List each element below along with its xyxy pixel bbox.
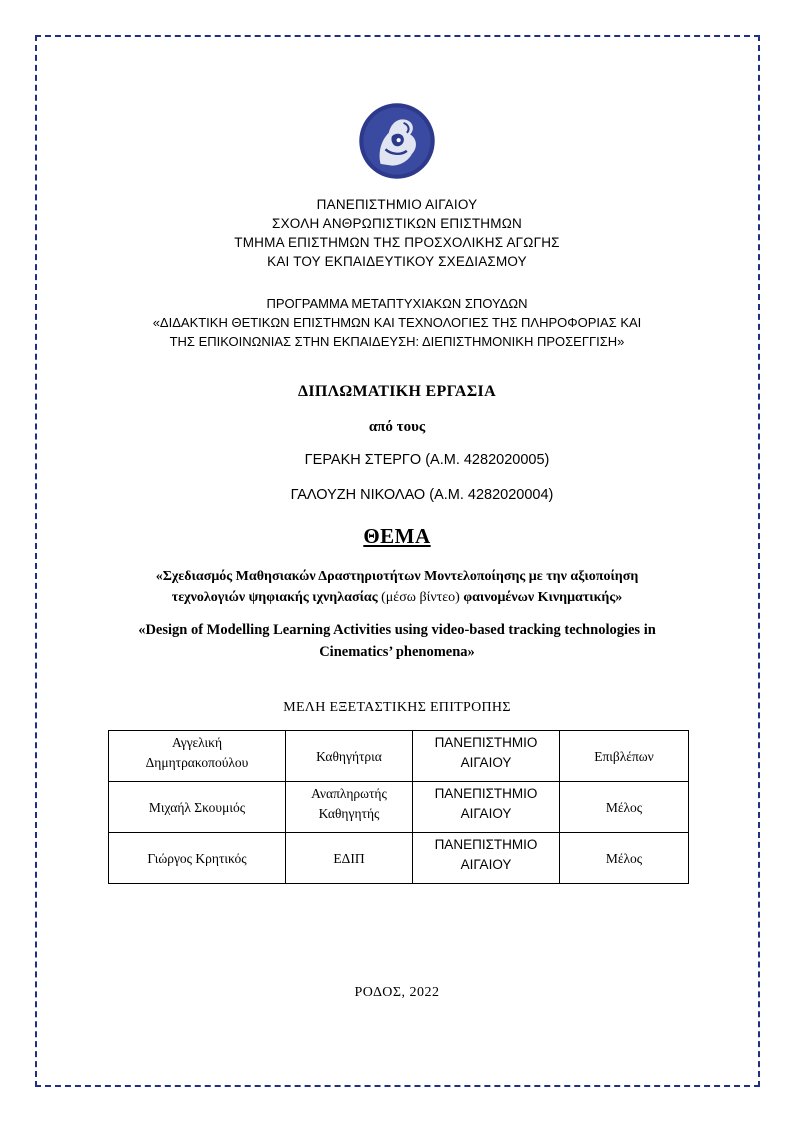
table-row bbox=[109, 731, 689, 782]
committee-table bbox=[108, 730, 689, 884]
table-row bbox=[109, 782, 689, 833]
member-rank: Καθηγήτρια bbox=[286, 731, 413, 782]
committee-title: ΜΕΛΗ ΕΞΕΤΑΣΤΙΚΗΣ ΕΠΙΤΡΟΠΗΣ bbox=[283, 700, 511, 715]
title-gr-line2-b: (μέσω βίντεο) bbox=[381, 590, 460, 605]
topic-heading: ΘΕΜΑ bbox=[363, 524, 431, 548]
program-line1: ΠΡΟΓΡΑΜΜΑ ΜΕΤΑΠΤΥΧΙΑΚΩΝ ΣΠΟΥΔΩΝ bbox=[266, 296, 528, 311]
member-role: Μέλος bbox=[560, 833, 689, 884]
university-name: ΠΑΝΕΠΙΣΤΗΜΙΟ ΑΙΓΑΙΟΥ bbox=[316, 197, 478, 212]
member-role: Μέλος bbox=[560, 782, 689, 833]
page-border bbox=[35, 35, 760, 1087]
table-row bbox=[109, 833, 689, 884]
institution-header bbox=[0, 195, 794, 271]
member-rank: Αναπληρωτής Καθηγητής bbox=[286, 782, 413, 833]
member-role: Επιβλέπων bbox=[560, 731, 689, 782]
thesis-title-greek bbox=[0, 566, 794, 608]
department-line2: ΚΑΙ ΤΟΥ ΕΚΠΑΙΔΕΥΤΙΚΟΥ ΣΧΕΔΙΑΣΜΟΥ bbox=[267, 254, 527, 269]
university-seal-icon bbox=[356, 100, 438, 182]
member-institution: ΠΑΝΕΠΙΣΤΗΜΙΟ ΑΙΓΑΙΟΥ bbox=[413, 731, 560, 782]
program-block bbox=[0, 294, 794, 351]
title-gr-line2-c: φαινομένων Κινηματικής» bbox=[463, 590, 623, 605]
member-institution: ΠΑΝΕΠΙΣΤΗΜΙΟ ΑΙΓΑΙΟΥ bbox=[413, 782, 560, 833]
member-institution: ΠΑΝΕΠΙΣΤΗΜΙΟ ΑΙΓΑΙΟΥ bbox=[413, 833, 560, 884]
author-1: ΓΕΡΑΚΗ ΣΤΕΡΓΟ (Α.Μ. 4282020005) bbox=[304, 452, 550, 468]
place-date: ΡΟΔΟΣ, 2022 bbox=[354, 985, 440, 1000]
title-en-line2: Cinematics’ phenomena» bbox=[319, 644, 475, 660]
member-name: Αγγελική Δημητρακοπούλου bbox=[109, 731, 286, 782]
title-gr-line1: «Σχεδιασμός Μαθησιακών Δραστηριοτήτων Μοντελοποίησης με την αξιοποίηση bbox=[155, 569, 639, 584]
member-name: Γιώργος Κρητικός bbox=[109, 833, 286, 884]
thesis-type: ΔΙΠΛΩΜΑΤΙΚΗ ΕΡΓΑΣΙΑ bbox=[298, 383, 496, 400]
member-name: Μιχαήλ Σκουμιός bbox=[109, 782, 286, 833]
author-2: ΓΑΛΟΥΖΗ ΝΙΚΟΛΑΟ (Α.Μ. 4282020004) bbox=[290, 487, 554, 503]
title-en-line1: «Design of Modelling Learning Activities using video-based tracking technologies in bbox=[138, 622, 656, 638]
thesis-title-english bbox=[0, 619, 794, 663]
department-line1: ΤΜΗΜΑ ΕΠΙΣΤΗΜΩΝ ΤΗΣ ΠΡΟΣΧΟΛΙΚΗΣ ΑΓΩΓΗΣ bbox=[234, 235, 560, 250]
program-line3: ΤΗΣ ΕΠΙΚΟΙΝΩΝΙΑΣ ΣΤΗΝ ΕΚΠΑΙΔΕΥΣΗ: ΔΙΕΠΙΣΤΗΜΟΝΙΚΗ ΠΡΟΣΕΓΓΙΣΗ» bbox=[169, 334, 625, 349]
school-name: ΣΧΟΛΗ ΑΝΘΡΩΠΙΣΤΙΚΩΝ ΕΠΙΣΤΗΜΩΝ bbox=[272, 216, 522, 231]
title-gr-line2-a: τεχνολογιών ψηφιακής ιχνηλασίας bbox=[171, 590, 378, 605]
program-line2: «ΔΙΔΑΚΤΙΚΗ ΘΕΤΙΚΩΝ ΕΠΙΣΤΗΜΩΝ ΚΑΙ ΤΕΧΝΟΛΟΓΙΕΣ ΤΗΣ ΠΛΗΡΟΦΟΡΙΑΣ ΚΑΙ bbox=[152, 315, 642, 330]
title-gr-line2 bbox=[0, 587, 794, 608]
member-rank: ΕΔΙΠ bbox=[286, 833, 413, 884]
authors-intro: από τους bbox=[368, 419, 426, 435]
